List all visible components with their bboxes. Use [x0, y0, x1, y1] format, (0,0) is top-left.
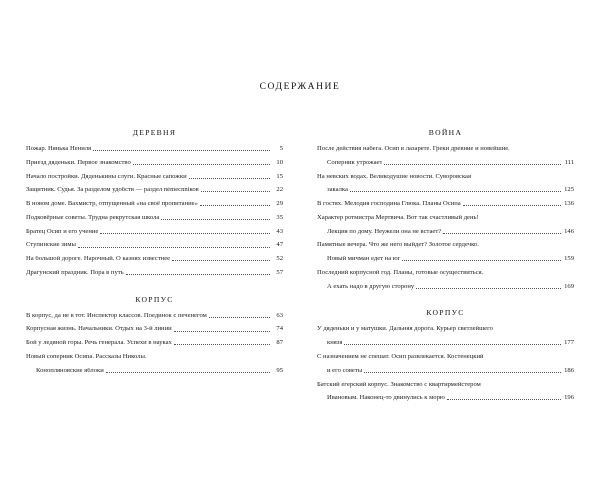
leader-dots — [174, 344, 270, 346]
toc-entry[interactable] — [26, 326, 283, 333]
toc-entry-continuation[interactable] — [26, 368, 283, 375]
section-korpus-right — [317, 308, 574, 402]
toc-entry-page: 111 — [564, 158, 574, 166]
leader-dots — [201, 191, 270, 193]
toc-entry-title: Батский егерский корпус. Знакомство с квартирмейстером — [317, 381, 481, 388]
toc-entry-title: Приезд дяденьки. Первое знакомство — [26, 159, 131, 166]
toc-entry[interactable] — [317, 270, 574, 277]
contents-columns — [0, 128, 600, 409]
leader-dots — [443, 232, 561, 234]
toc-entry-continuation[interactable] — [317, 284, 574, 291]
section-derevnya — [26, 128, 283, 277]
leader-dots — [209, 316, 270, 318]
right-column — [317, 128, 574, 409]
toc-entry-page: 5 — [279, 145, 283, 152]
toc-entry-page: 63 — [276, 311, 283, 319]
toc-entry[interactable] — [26, 160, 283, 167]
toc-entry-continuation[interactable] — [317, 229, 574, 236]
leader-dots — [161, 219, 270, 221]
leader-dots — [200, 205, 270, 207]
toc-entry-title: Последний корпусной год. Планы, готовые осуществиться. — [317, 270, 484, 277]
toc-entry-page: 52 — [276, 255, 283, 263]
toc-entry-title: Ивановым. Наконец-то двинулись к морю — [327, 395, 445, 402]
section-heading: ВОЙНА — [428, 128, 463, 137]
toc-entry-page: 57 — [276, 269, 283, 277]
toc-entry-page: 95 — [276, 366, 283, 374]
toc-entry-title: У дяденьки и у матушки. Дальняя дорога. Курьер светлейшего — [317, 326, 493, 333]
leader-dots — [447, 399, 561, 401]
toc-entry-title: На невских водах. Великодушие новости. Суворовская — [317, 173, 472, 180]
toc-entry-title: Защитник. Судья. За разделом удобств — раздел némecnniков — [26, 187, 199, 194]
toc-entry-title: Лекция по дому. Неужели она не встает? — [327, 228, 442, 235]
toc-entry-title: Ступинские зимы — [26, 242, 76, 249]
toc-entry[interactable] — [26, 340, 283, 347]
leader-dots — [93, 150, 270, 152]
toc-entry[interactable] — [317, 242, 574, 249]
contents-page — [0, 82, 600, 493]
toc-entry-page: 159 — [564, 255, 574, 263]
toc-entry[interactable] — [26, 229, 283, 236]
leader-dots — [463, 205, 561, 207]
toc-entry-title: и его советы — [327, 367, 363, 374]
toc-entry-title: закалка — [327, 187, 348, 194]
toc-entry-title: Пожар. Нянька Нениля — [26, 146, 92, 152]
leader-dots — [402, 260, 561, 262]
section-voyna — [317, 128, 574, 290]
leader-dots — [172, 260, 270, 262]
leader-dots — [344, 344, 561, 346]
toc-entry[interactable] — [26, 187, 283, 194]
toc-entry-page: 146 — [564, 227, 574, 235]
toc-entry[interactable] — [317, 146, 574, 153]
toc-entry-title: Памятные вечера. Что же него выйдет? Золотое сердечко. — [317, 242, 479, 249]
toc-entry-title: Начало постройки. Дяденькины слуги. Красные сапожки — [26, 173, 187, 180]
toc-entry[interactable] — [317, 215, 574, 222]
toc-entry[interactable] — [26, 270, 283, 277]
toc-entry[interactable] — [26, 256, 283, 263]
toc-entry-title: князя — [327, 340, 343, 347]
toc-entry-title: Соперник утрожает — [327, 159, 383, 166]
toc-entry-page: 74 — [276, 325, 283, 333]
toc-entry-title: Новый мичман едет на юг — [327, 256, 401, 263]
toc-entry-continuation[interactable] — [317, 160, 574, 167]
toc-entry-continuation[interactable] — [317, 187, 574, 194]
leader-dots — [174, 330, 270, 332]
toc-entry[interactable] — [317, 326, 574, 333]
page-title: СОДЕРЖАНИЕ — [259, 82, 341, 92]
toc-entry-title: Подковёрные советы. Трудна рекрутская школа — [26, 214, 160, 221]
toc-entry-page: 136 — [564, 200, 574, 208]
toc-entry[interactable] — [26, 146, 283, 153]
toc-entry-title: Братец Осип и его учение — [26, 228, 99, 235]
toc-entry[interactable] — [26, 201, 283, 208]
toc-entry-title: После действия набега. Осип в лазарете. Греки древние и новейшие. — [317, 146, 510, 152]
toc-entry-title: В гостях. Мелодия господина Глюка. Планы Осипа — [317, 201, 461, 208]
toc-entry[interactable] — [26, 215, 283, 222]
toc-entry-title: Характер ротмистра Мертвича. Вот так счастливый день! — [317, 214, 479, 221]
toc-entry-page: 15 — [276, 172, 283, 180]
toc-entry-title: Корпусная жизнь. Начальники. Отдых на 3-й линии — [26, 326, 172, 333]
leader-dots — [416, 287, 561, 289]
toc-entry-title: Бой у ледяной горы. Речь генерала. Успехи в науках — [26, 340, 172, 347]
toc-entry[interactable] — [317, 201, 574, 208]
toc-entry-title: С назначением не спешат. Осип развлекается. Костенецкий — [317, 353, 484, 360]
section-heading: КОРПУС — [426, 308, 465, 318]
leader-dots — [350, 191, 561, 193]
leader-dots — [78, 246, 270, 248]
section-heading: ДЕРЕВНЯ — [132, 128, 177, 137]
leader-dots — [126, 274, 270, 276]
toc-entry-title: В новом доме. Вахмистр, отпущенный «на своё пропитание» — [26, 201, 198, 208]
leader-dots — [100, 232, 270, 234]
toc-entry[interactable] — [317, 382, 574, 389]
toc-entry-page: 43 — [276, 227, 283, 235]
toc-entry[interactable] — [26, 354, 283, 361]
section-heading: КОРПУС — [135, 294, 174, 304]
leader-dots — [384, 163, 561, 165]
toc-entry-page: 47 — [276, 241, 283, 249]
toc-entry-title: На большой дороге. Нарочный. О казнях известнее — [26, 256, 171, 263]
toc-entry[interactable] — [317, 174, 574, 181]
leader-dots — [189, 177, 270, 179]
toc-entry-continuation[interactable] — [317, 368, 574, 375]
toc-entry[interactable] — [26, 313, 283, 320]
toc-entry-continuation[interactable] — [317, 256, 574, 263]
toc-entry-page: 10 — [276, 158, 283, 166]
toc-entry[interactable] — [26, 242, 283, 249]
toc-entry-continuation[interactable] — [317, 395, 574, 402]
toc-entry-page: 186 — [564, 366, 574, 374]
toc-entry-title: Новый соперник Осипа. Рассказы Николы. — [26, 353, 147, 360]
toc-entry-page: 177 — [564, 339, 574, 347]
toc-entry-title: Конопляновские яблоки — [36, 367, 104, 374]
toc-entry-page: 22 — [276, 186, 283, 194]
toc-entry-page: 35 — [276, 213, 283, 221]
toc-entry-page: 125 — [564, 186, 574, 194]
leader-dots — [106, 371, 270, 373]
section-korpus-left — [26, 295, 283, 375]
toc-entry-title: А ехать надо в другую сторону — [327, 283, 415, 290]
toc-entry[interactable] — [26, 174, 283, 181]
toc-entry-title: В корпус, да не в тот. Инспектор классов. Поединок с печенегом — [26, 312, 207, 319]
toc-entry-page: 196 — [564, 394, 574, 402]
toc-entry-continuation[interactable] — [317, 340, 574, 347]
leader-dots — [133, 163, 270, 165]
toc-entry-page: 29 — [276, 200, 283, 208]
left-column — [26, 128, 283, 409]
leader-dots — [364, 371, 561, 373]
toc-entry-page: 169 — [564, 282, 574, 290]
toc-entry[interactable] — [317, 354, 574, 361]
toc-entry-title: Драгунский праздник. Пора в путь — [26, 270, 124, 277]
toc-entry-page: 87 — [276, 339, 283, 347]
